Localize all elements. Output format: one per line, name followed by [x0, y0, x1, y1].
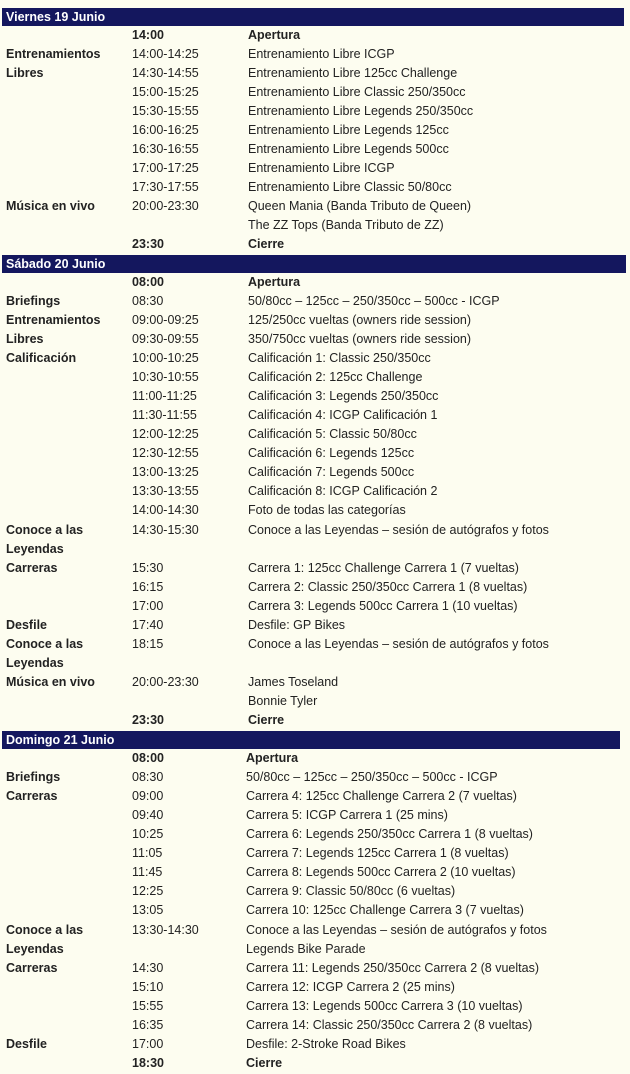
schedule-row	[0, 368, 630, 387]
time-slot: 23:30	[132, 712, 164, 727]
time-slot: 12:25	[132, 884, 164, 899]
category-label: Leyendas	[6, 941, 64, 956]
schedule-row	[0, 349, 630, 368]
schedule-row	[0, 178, 630, 197]
schedule-row	[0, 1035, 630, 1054]
category-label: Conoce a las	[6, 522, 84, 537]
schedule-row	[0, 235, 630, 254]
event-description: Calificación 2: 125cc Challenge	[248, 370, 423, 385]
schedule-row	[0, 482, 630, 501]
time-slot: 16:15	[132, 579, 164, 594]
category-label: Desfile	[6, 617, 47, 632]
event-description: Apertura	[248, 28, 301, 42]
event-description: Carrera 13: Legends 500cc Carrera 3 (10 vueltas)	[246, 998, 523, 1013]
event-description: Carrera 6: Legends 250/350cc Carrera 1 (8 vueltas)	[246, 827, 533, 842]
schedule-row	[0, 673, 630, 692]
event-description: Conoce a las Leyendas – sesión de autógrafos y fotos	[246, 922, 547, 937]
time-slot: 16:30-16:55	[132, 142, 199, 156]
schedule-row	[0, 83, 630, 102]
schedule-row	[0, 597, 630, 616]
category-label: Leyendas	[6, 655, 64, 670]
schedule-row	[0, 711, 630, 730]
event-description: Calificación 6: Legends 125cc	[248, 446, 415, 461]
event-description: Entrenamiento Libre Legends 125cc	[248, 123, 449, 137]
event-description: Carrera 9: Classic 50/80cc (6 vueltas)	[246, 884, 456, 899]
schedule-row	[0, 45, 630, 64]
schedule-row	[0, 311, 630, 330]
schedule-row	[0, 882, 630, 901]
schedule-row	[0, 26, 630, 45]
time-slot: 14:00-14:25	[132, 47, 199, 61]
time-slot: 13:05	[132, 903, 164, 918]
category-label: Carreras	[6, 560, 58, 575]
schedule-row	[0, 635, 630, 654]
schedule-row	[0, 959, 630, 978]
schedule-row	[0, 863, 630, 882]
event-description: Foto de todas las categorías	[248, 503, 406, 518]
category-label: Desfile	[6, 1036, 47, 1051]
category-label: Carreras	[6, 960, 58, 975]
schedule-row	[0, 425, 630, 444]
schedule-row	[0, 978, 630, 997]
time-slot: 08:00	[132, 275, 164, 289]
event-description: Calificación 8: ICGP Calificación 2	[248, 484, 438, 499]
event-description: Apertura	[246, 751, 299, 765]
time-slot: 09:30-09:55	[132, 332, 199, 347]
schedule-row	[0, 463, 630, 482]
time-slot: 10:25	[132, 827, 164, 842]
time-slot: 16:35	[132, 1017, 164, 1032]
time-slot: 14:30-15:30	[132, 522, 199, 537]
event-description: Carrera 10: 125cc Challenge Carrera 3 (7 vueltas)	[246, 903, 524, 918]
schedule-row	[0, 940, 630, 959]
event-description: Desfile: 2-Stroke Road Bikes	[246, 1036, 406, 1051]
schedule-row	[0, 216, 630, 235]
time-slot: 11:45	[132, 865, 163, 880]
schedule-row	[0, 806, 630, 825]
event-description: Carrera 2: Classic 250/350cc Carrera 1 (8 vueltas)	[248, 579, 528, 594]
event-description: Calificación 1: Classic 250/350cc	[248, 351, 431, 366]
event-description: Entrenamiento Libre Legends 250/350cc	[248, 104, 474, 118]
event-description: Apertura	[248, 275, 301, 289]
category-label: Leyendas	[6, 541, 64, 556]
schedule-row	[0, 102, 630, 121]
category-label: Conoce a las	[6, 636, 84, 651]
event-description: Cierre	[246, 1055, 283, 1070]
schedule-row	[0, 997, 630, 1016]
schedule-row	[0, 901, 630, 920]
schedule-row	[0, 273, 630, 292]
event-description: 125/250cc vueltas (owners ride session)	[248, 313, 472, 328]
schedule-row	[0, 1054, 630, 1073]
time-slot: 17:00	[132, 598, 164, 613]
schedule-row	[0, 197, 630, 216]
category-label: Entrenamientos	[6, 47, 101, 61]
time-slot: 12:30-12:55	[132, 446, 199, 461]
schedule-row	[0, 140, 630, 159]
event-description: Desfile: GP Bikes	[248, 617, 346, 632]
time-slot: 09:00	[132, 789, 164, 804]
event-description: Carrera 1: 125cc Challenge Carrera 1 (7 vueltas)	[248, 560, 519, 575]
schedule-row	[0, 121, 630, 140]
event-description: Carrera 12: ICGP Carrera 2 (25 mins)	[246, 979, 455, 994]
category-label: Briefings	[6, 294, 61, 309]
day-header: Sábado 20 Junio	[2, 255, 626, 273]
time-slot: 13:30-14:30	[132, 922, 199, 937]
event-description: The ZZ Tops (Banda Tributo de ZZ)	[248, 218, 444, 232]
category-label: Calificación	[6, 351, 77, 366]
time-slot: 12:00-12:25	[132, 427, 199, 442]
event-description: Carrera 8: Legends 500cc Carrera 2 (10 vueltas)	[246, 865, 516, 880]
time-slot: 08:30	[132, 294, 164, 309]
schedule-row	[0, 768, 630, 787]
event-description: Calificación 7: Legends 500cc	[248, 465, 415, 480]
schedule-row	[0, 292, 630, 311]
day-header: Viernes 19 Junio	[2, 8, 624, 26]
time-slot: 15:55	[132, 998, 164, 1013]
event-description: Calificación 4: ICGP Calificación 1	[248, 408, 438, 423]
category-label: Música en vivo	[6, 199, 95, 213]
category-label: Briefings	[6, 770, 61, 785]
time-slot: 11:30-11:55	[132, 408, 197, 423]
time-slot: 15:10	[132, 979, 164, 994]
schedule-row	[0, 64, 630, 83]
category-label: Carreras	[6, 789, 58, 804]
event-description: Carrera 11: Legends 250/350cc Carrera 2 (8 vueltas)	[246, 960, 539, 975]
event-description: Entrenamiento Libre 125cc Challenge	[248, 66, 458, 80]
schedule-row	[0, 444, 630, 463]
schedule-row	[0, 559, 630, 578]
time-slot: 10:00-10:25	[132, 351, 199, 366]
time-slot: 11:00-11:25	[132, 389, 197, 404]
event-description: Entrenamiento Libre ICGP	[248, 47, 395, 61]
time-slot: 14:30	[132, 960, 164, 975]
time-slot: 13:30-13:55	[132, 484, 199, 499]
schedule-row	[0, 825, 630, 844]
time-slot: 11:05	[132, 846, 163, 861]
event-description: Bonnie Tyler	[248, 693, 318, 708]
time-slot: 08:00	[132, 751, 164, 765]
event-description: Carrera 3: Legends 500cc Carrera 1 (10 vueltas)	[248, 598, 518, 613]
event-description: Entrenamiento Libre Classic 250/350cc	[248, 85, 466, 99]
event-description: Carrera 14: Classic 250/350cc Carrera 2 (8 vueltas)	[246, 1017, 533, 1032]
event-description: Cierre	[248, 712, 285, 727]
schedule-row	[0, 330, 630, 349]
event-description: Conoce a las Leyendas – sesión de autógrafos y fotos	[248, 522, 549, 537]
time-slot: 09:00-09:25	[132, 313, 199, 328]
category-label: Libres	[6, 332, 44, 347]
schedule-row	[0, 578, 630, 597]
schedule-row	[0, 1016, 630, 1035]
time-slot: 18:15	[132, 636, 164, 651]
time-slot: 17:00-17:25	[132, 161, 199, 175]
schedule-row	[0, 501, 630, 520]
schedule-row	[0, 616, 630, 635]
event-description: 350/750cc vueltas (owners ride session)	[248, 332, 472, 347]
time-slot: 16:00-16:25	[132, 123, 199, 137]
time-slot: 17:00	[132, 1036, 164, 1051]
time-slot: 17:30-17:55	[132, 180, 199, 194]
event-description: Legends Bike Parade	[246, 941, 366, 956]
time-slot: 17:40	[132, 617, 164, 632]
event-description: James Toseland	[248, 674, 339, 689]
event-description: Calificación 5: Classic 50/80cc	[248, 427, 417, 442]
time-slot: 20:00-23:30	[132, 199, 199, 213]
schedule-row	[0, 787, 630, 806]
schedule-row	[0, 844, 630, 863]
time-slot: 15:30	[132, 560, 164, 575]
event-description: Carrera 4: 125cc Challenge Carrera 2 (7 vueltas)	[246, 789, 517, 804]
time-slot: 08:30	[132, 770, 164, 785]
event-description: Carrera 5: ICGP Carrera 1 (25 mins)	[246, 808, 448, 823]
category-label: Entrenamientos	[6, 313, 101, 328]
event-description: Cierre	[248, 237, 285, 251]
schedule-row	[0, 159, 630, 178]
time-slot: 15:00-15:25	[132, 85, 199, 99]
time-slot: 20:00-23:30	[132, 674, 199, 689]
time-slot: 15:30-15:55	[132, 104, 199, 118]
time-slot: 09:40	[132, 808, 164, 823]
category-label: Libres	[6, 66, 44, 80]
time-slot: 14:00	[132, 28, 164, 42]
schedule-row	[0, 387, 630, 406]
schedule-row	[0, 540, 630, 559]
event-description: Conoce a las Leyendas – sesión de autógrafos y fotos	[248, 636, 549, 651]
time-slot: 23:30	[132, 237, 164, 251]
event-description: 50/80cc – 125cc – 250/350cc – 500cc - ICGP	[248, 294, 500, 309]
schedule-row	[0, 692, 630, 711]
schedule-row	[0, 749, 630, 768]
event-description: Carrera 7: Legends 125cc Carrera 1 (8 vueltas)	[246, 846, 509, 861]
event-description: Entrenamiento Libre Legends 500cc	[248, 142, 449, 156]
time-slot: 18:30	[132, 1055, 164, 1070]
event-description: 50/80cc – 125cc – 250/350cc – 500cc - ICGP	[246, 770, 498, 785]
schedule-row	[0, 406, 630, 425]
time-slot: 14:30-14:55	[132, 66, 199, 80]
event-description: Entrenamiento Libre Classic 50/80cc	[248, 180, 452, 194]
schedule-row	[0, 921, 630, 940]
schedule-row	[0, 654, 630, 673]
time-slot: 10:30-10:55	[132, 370, 199, 385]
event-description: Calificación 3: Legends 250/350cc	[248, 389, 439, 404]
schedule-row	[0, 521, 630, 540]
time-slot: 14:00-14:30	[132, 503, 199, 518]
time-slot: 13:00-13:25	[132, 465, 199, 480]
category-label: Música en vivo	[6, 674, 95, 689]
day-header: Domingo 21 Junio	[2, 731, 620, 749]
event-description: Queen Mania (Banda Tributo de Queen)	[248, 199, 472, 213]
event-description: Entrenamiento Libre ICGP	[248, 161, 395, 175]
category-label: Conoce a las	[6, 922, 84, 937]
